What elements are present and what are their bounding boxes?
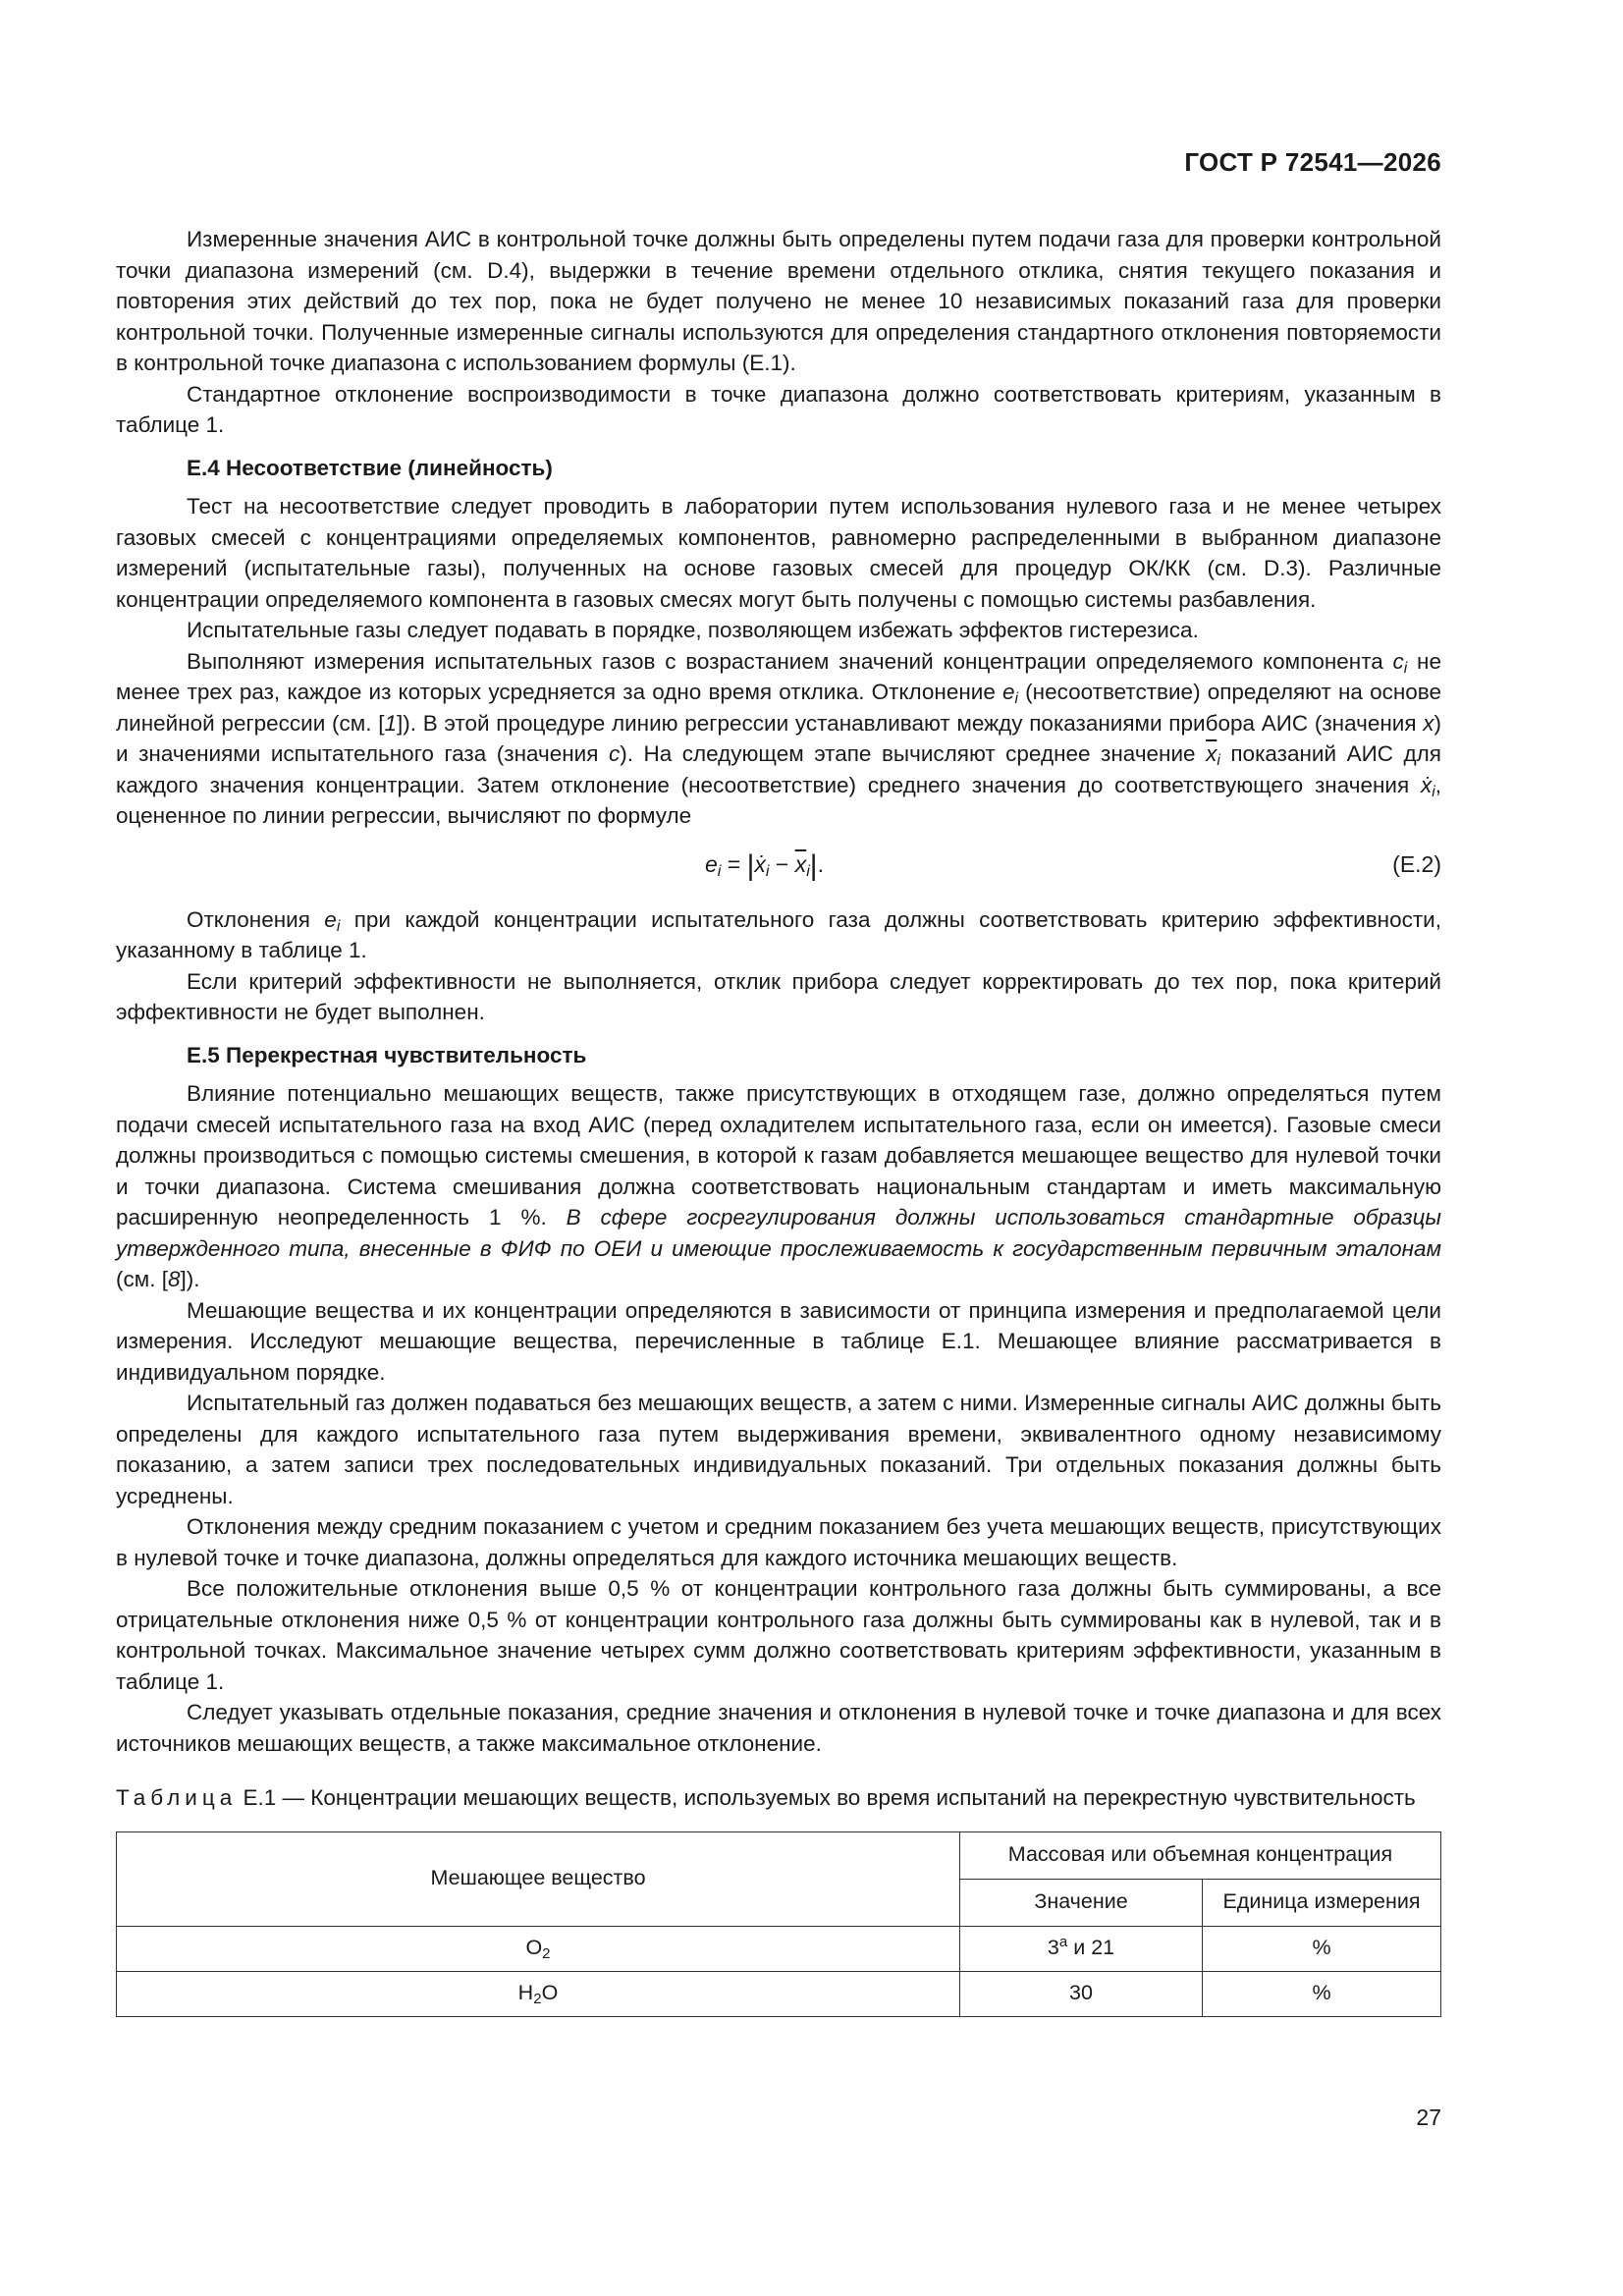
paragraph: Если критерий эффективности не выполняется, отклик прибора следует корректировать до тех пор, пока критерий эффективности не будет выполнен. (116, 968, 1441, 1024)
paragraph: Мешающие вещества и их концентрации определяются в зависимости от принципа измерения и предполагаемой цели измерения. Исследуют мешающие вещества, перечисленные в таблице E.1. Мешающее влияние рассматривается в индивидуальном порядке. (116, 1297, 1441, 1385)
table-e1 (116, 1831, 1441, 2017)
paragraph: Измеренные значения АИС в контрольной точке должны быть определены путем подачи газа для проверки контрольной точки диапазона измерений (см. D.4), выдержки в течение времени отдельного отклика, снятия текущего показания и повторения этих действий до тех пор, пока не будет получено не менее 10 независимых показаний газа для проверки контрольной точки. Полученные измеренные сигналы используются для определения стандартного отклонения повторяемости в контрольной точке диапазона с использованием формулы (E.1). (116, 227, 1441, 375)
paragraph: Стандартное отклонение воспроизводимости в точке диапазона должно соответствовать критериям, указанным в таблице 1. (116, 381, 1441, 437)
paragraph: Отклонения $e_i$ при каждой концентрации испытательного газа должны соответствовать критерию эффективности, указанному в таблице 1. (116, 906, 1441, 962)
page-number: 27 (1416, 2105, 1441, 2130)
header-substance: Мешающее вещество (117, 1831, 960, 1926)
section-heading-e5: E.5 Перекрестная чувствительность (187, 1042, 587, 1067)
header-unit: Единица измерения (1203, 1879, 1441, 1926)
page-body (116, 224, 1441, 2017)
cell-substance: $H_2O$ (117, 1971, 960, 2016)
document-id: ГОСТ Р 72541—2026 (1184, 147, 1441, 177)
table-caption: Таблица E.1 — Концентрации мешающих веществ, используемых во время испытаний на перекрестную чувствительность (116, 1785, 1416, 1810)
header-value: Значение (960, 1879, 1203, 1926)
cell-value: 30 (960, 1971, 1203, 2016)
cell-unit: % (1203, 1971, 1441, 2016)
paragraph: Следует указывать отдельные показания, средние значения и отклонения в нулевой точке и точке диапазона и для всех источников мешающих веществ, а также максимальное отклонение. (116, 1700, 1441, 1756)
paragraph: Влияние потенциально мешающих веществ, также присутствующих в отходящем газе, должно определяться путем подачи смесей испытательного газа на вход АИС (перед охладителем испытательного газа, если он имеется). Газовые смеси должны производиться с помощью системы смешения, в которой к газам добавляется мешающее вещество для нулевой точки и точки диапазона. Система смешивания должна соответствовать национальным стандартам и иметь максимальную расширенную неопределенность 1 %. В сфере госрегулирования должны использоваться стандартные образцы утвержденного типа, внесенные в ФИФ по ОЕИ и имеющие прослеживаемость к государственным первичным эталонам (см. [8]). (116, 1081, 1441, 1291)
cell-substance: $O_2$ (117, 1926, 960, 1971)
paragraph: Тест на несоответствие следует проводить в лаборатории путем использования нулевого газа и не менее четырех газовых смесей с концентрациями определяемых компонентов, равномерно распределенными в выбранном диапазоне измерений (испытательные газы), полученных на основе газовых смесей для процедур ОК/КК (см. D.3). Различные концентрации определяемого компонента в газовых смесях могут быть получены с помощью системы разбавления. (116, 494, 1441, 612)
paragraph: Выполняют измерения испытательных газов с возрастанием значений концентрации определяемого компонента $c_i$ не менее трех раз, каждое из которых усредняется за одно время отклика. Отклонение $e_i$ (несоответствие) определяют на основе линейной регрессии (см. [1]). В этой процедуре линию регрессии устанавливают между показаниями прибора АИС (значения x) и значениями испытательного газа (значения c). На следующем этапе вычисляют среднее значение $\overline{x}_i$ показаний АИС для каждого значения концентрации. Затем отклонение (несоответствие) среднего значения до соответствующего значения ẋ$_i$, оцененное по линии регрессии, вычисляют по формуле (116, 648, 1442, 828)
table-row (117, 1971, 1441, 2016)
paragraph: Все положительные отклонения выше 0,5 % от концентрации контрольного газа должны быть суммированы, а все отрицательные отклонения ниже 0,5 % от концентрации контрольного газа должны быть суммированы как в нулевой, так и в контрольной точках. Максимальное значение четырех сумм должно соответствовать критериям эффективности, указанным в таблице 1. (116, 1576, 1441, 1694)
paragraph: Испытательные газы следует подавать в порядке, позволяющем избежать эффектов гистерезиса. (187, 618, 1199, 642)
formula-e2 (116, 844, 1441, 897)
formula-number: (E.2) (1392, 850, 1441, 877)
section-heading-e4: E.4 Несоответствие (линейность) (187, 455, 553, 480)
paragraph: Испытательный газ должен подаваться без мешающих веществ, а затем с ними. Измеренные сигналы АИС должны быть определены для каждого испытательного газа путем выдерживания времени, эквивалентного одному независимому показанию, а затем записи трех последовательных индивидуальных показаний. Три отдельных показания должны быть усреднены. (116, 1391, 1441, 1508)
paragraph: Отклонения между средним показанием с учетом и средним показанием без учета мешающих веществ, присутствующих в нулевой точке и точке диапазона, должны определяться для каждого источника мешающих веществ. (116, 1514, 1441, 1570)
formula-expression: $e_i$ = |ẋ$_i$ − $\overline{x}_i|$. (705, 848, 824, 882)
header-concentration: Массовая или объемная концентрация (960, 1831, 1441, 1879)
cell-value: 3$^a$ и 21 (960, 1926, 1203, 1971)
cell-unit: % (1203, 1926, 1441, 1971)
table-row (117, 1926, 1441, 1971)
